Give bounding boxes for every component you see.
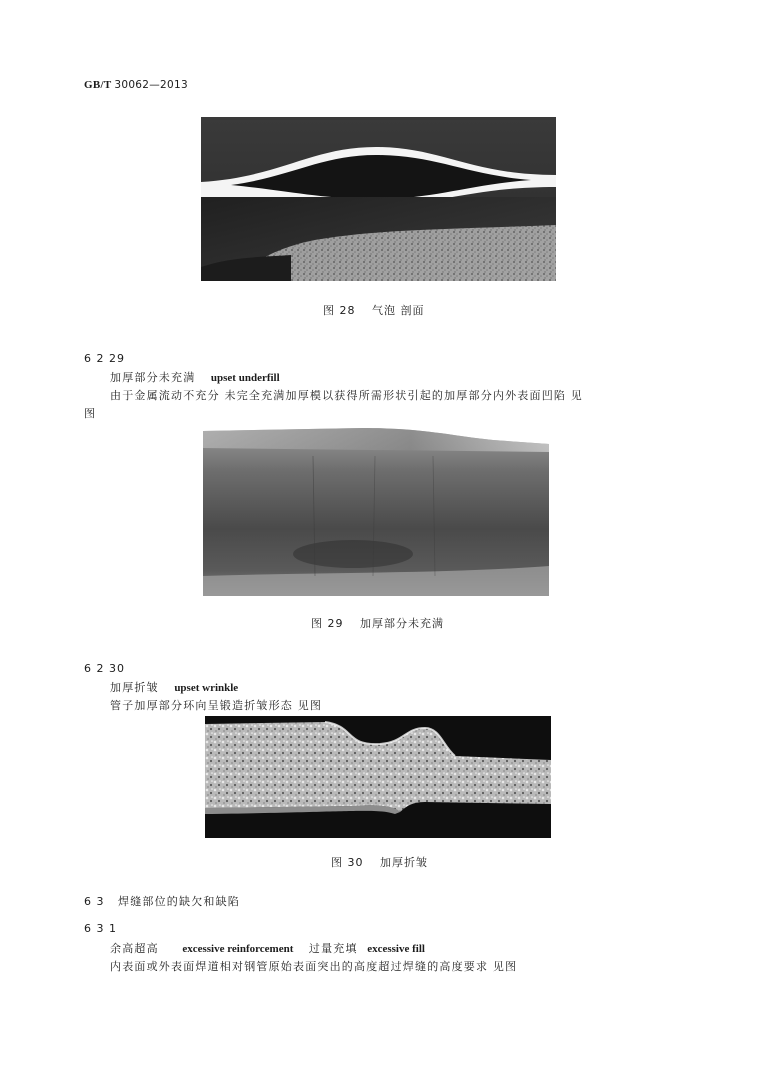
term-en: upset underfill: [210, 372, 280, 384]
standard-number: 30062—2013: [114, 79, 188, 91]
figure-29-caption: 图 29 加厚部分未充满: [311, 617, 444, 630]
document-header: [84, 79, 188, 91]
term-cn-alt: 过量充填: [308, 942, 358, 955]
clause-number: 6 2 29: [84, 352, 125, 365]
clause-number: 6 2 30: [84, 662, 125, 675]
figure-30-image: [205, 716, 551, 838]
term-en: upset wrinkle: [174, 682, 239, 694]
definition-text: 管子加厚部分环向呈锻造折皱形态 见图: [110, 699, 323, 712]
clause-number: 6 3 1: [84, 922, 117, 935]
definition-text-cont: 图: [84, 407, 97, 420]
figure-29-image: [203, 426, 549, 596]
figure-30-caption: 图 30 加厚折皱: [331, 856, 428, 869]
section-heading: [84, 893, 240, 909]
term-line: [110, 369, 280, 385]
term-cn: 加厚部分未充满: [110, 371, 196, 384]
figure-28-caption: 图 28 气泡 剖面: [323, 304, 425, 317]
standard-code: GB/T: [84, 79, 112, 91]
figure-28-image: [201, 117, 556, 281]
term-line: [110, 679, 238, 695]
term-cn: 余高超高: [110, 942, 159, 955]
definition-text: 由于金属流动不充分 未完全充满加厚模以获得所需形状引起的加厚部分内外表面凹陷 见: [110, 389, 583, 402]
term-en-alt: excessive fill: [367, 943, 425, 955]
section-title: 焊缝部位的缺欠和缺陷: [118, 895, 240, 908]
term-line: [110, 940, 425, 956]
term-cn: 加厚折皱: [110, 681, 159, 694]
definition-text: 内表面或外表面焊道相对钢管原始表面突出的高度超过焊缝的高度要求 见图: [110, 960, 518, 973]
section-number: 6 3: [84, 895, 105, 908]
term-en: excessive reinforcement: [182, 943, 294, 955]
